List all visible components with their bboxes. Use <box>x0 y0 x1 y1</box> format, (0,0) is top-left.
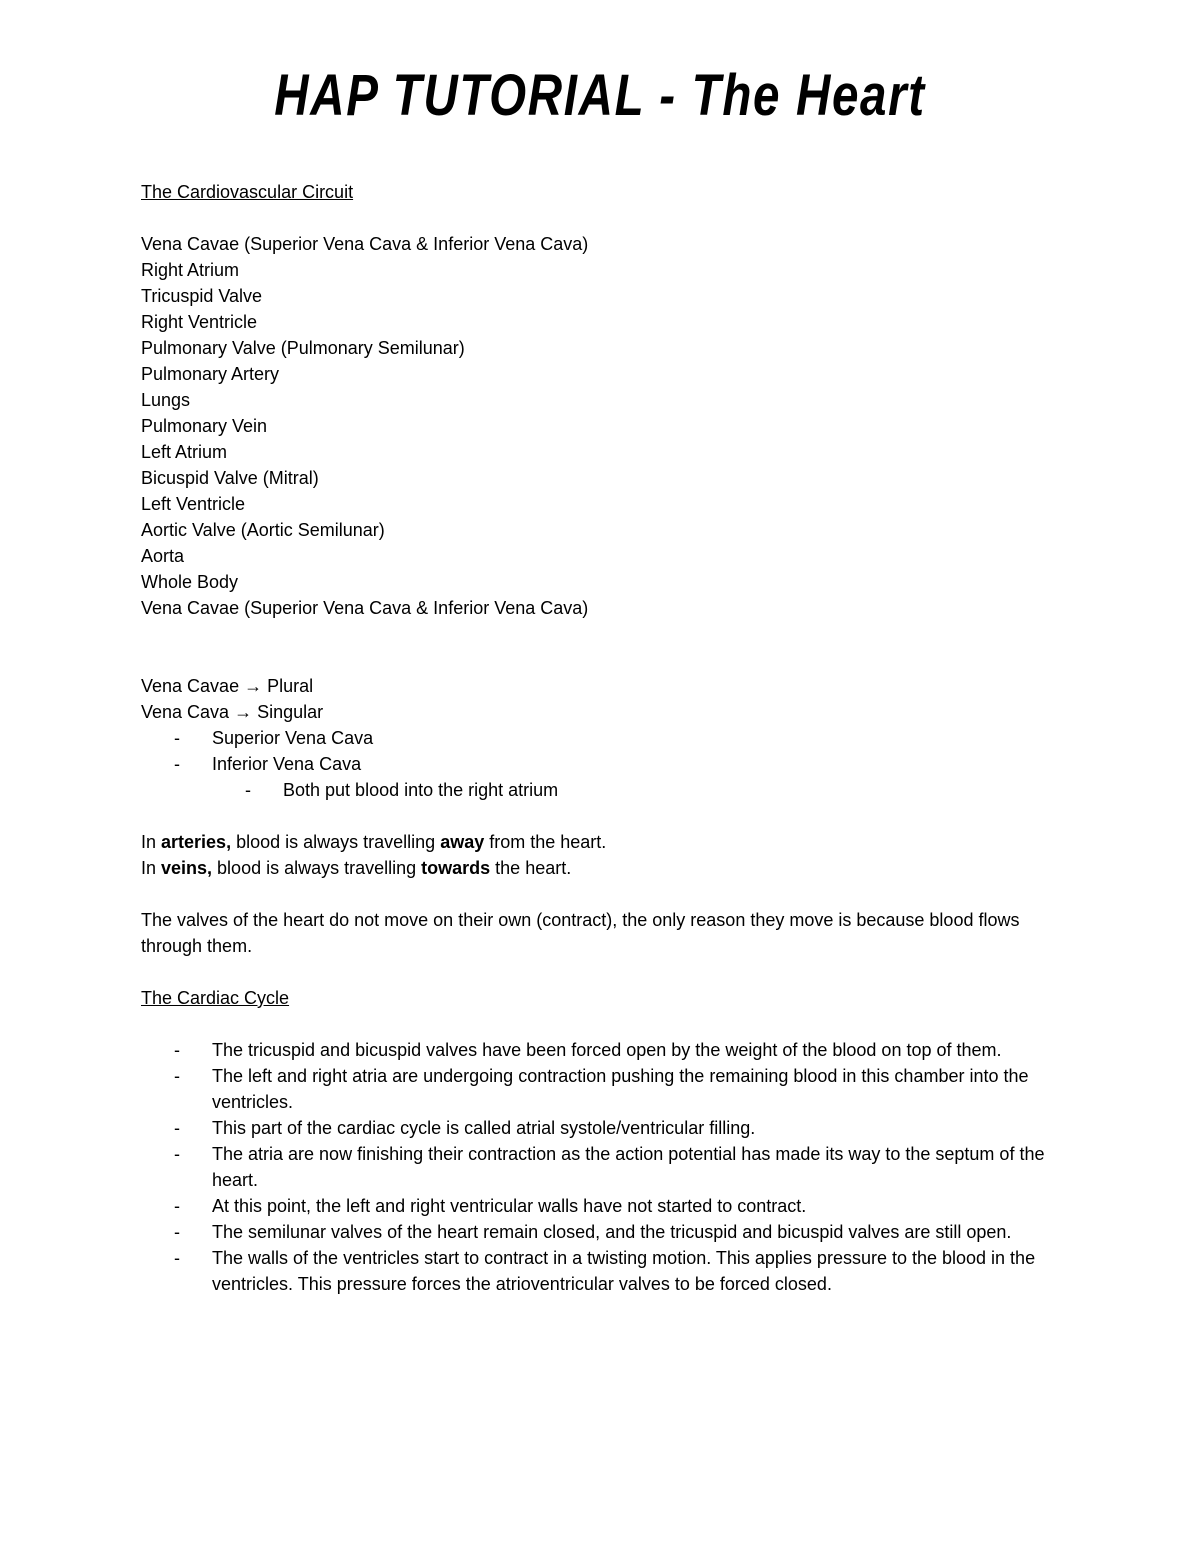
arteries-sentence: In arteries, blood is always travelling away from the heart. <box>141 832 607 852</box>
veins-sentence: In veins, blood is always travelling towards the heart. <box>141 858 572 878</box>
dash-marker: - <box>174 1144 180 1164</box>
list-item: Left Atrium <box>141 442 228 462</box>
dash-marker: - <box>174 1066 180 1086</box>
list-item: Pulmonary Vein <box>141 416 268 436</box>
list-item-text: The walls of the ventricles start to contract in a twisting motion. This applies pressure to the blood in the ventricles. This pressure forces the atrioventricular valves to be forced closed. <box>212 1248 1036 1294</box>
list-item-text: Superior Vena Cava <box>212 728 374 748</box>
dash-marker: - <box>174 1248 180 1268</box>
list-item-text: The atria are now finishing their contraction as the action potential has made its way to the septum of the heart. <box>212 1144 1045 1190</box>
list-item-text: Inferior Vena Cava <box>212 754 362 774</box>
section-heading-cardiac-cycle: The Cardiac Cycle <box>141 988 290 1008</box>
list-item: Aorta <box>141 546 185 566</box>
list-item-text: The tricuspid and bicuspid valves have been forced open by the weight of the blood on top of them. <box>212 1040 1002 1060</box>
list-item <box>141 1063 1061 1115</box>
list-item: Tricuspid Valve <box>141 286 263 306</box>
list-item: Whole Body <box>141 572 239 592</box>
dash-marker: - <box>174 728 180 748</box>
list-item-text: The left and right atria are undergoing contraction pushing the remaining blood in this chamber into the ventricles. <box>212 1066 1029 1112</box>
list-item-text: The semilunar valves of the heart remain closed, and the tricuspid and bicuspid valves are still open. <box>212 1222 1012 1242</box>
dash-marker: - <box>174 1040 180 1060</box>
list-item: Right Atrium <box>141 260 240 280</box>
list-item: Pulmonary Artery <box>141 364 280 384</box>
list-item <box>141 751 1061 777</box>
list-item <box>141 1115 1061 1141</box>
section-heading-circuit: The Cardiovascular Circuit <box>141 182 354 202</box>
list-item <box>141 1245 1061 1297</box>
list-item: Aortic Valve (Aortic Semilunar) <box>141 520 385 540</box>
list-item-text: At this point, the left and right ventricular walls have not started to contract. <box>212 1196 807 1216</box>
dash-marker: - <box>174 754 180 774</box>
list-item <box>141 1193 1061 1219</box>
circuit-list <box>141 231 1061 621</box>
list-item: Pulmonary Valve (Pulmonary Semilunar) <box>141 338 465 358</box>
dash-marker: - <box>174 1118 180 1138</box>
vena-cava-singular: Vena Cava → Singular <box>141 702 324 722</box>
page-title: HAP TUTORIAL - The Heart <box>274 63 926 128</box>
dash-marker: - <box>245 780 251 800</box>
document-body <box>141 179 1061 1297</box>
cardiac-cycle-list <box>141 1037 1061 1297</box>
dash-marker: - <box>174 1222 180 1242</box>
vena-cavae-plural: Vena Cavae → Plural <box>141 676 314 696</box>
list-item: Lungs <box>141 390 191 410</box>
list-item-text: Both put blood into the right atrium <box>283 780 559 800</box>
list-item-text: This part of the cardiac cycle is called atrial systole/ventricular filling. <box>212 1118 756 1138</box>
list-item: Bicuspid Valve (Mitral) <box>141 468 319 488</box>
list-item: Right Ventricle <box>141 312 258 332</box>
list-item <box>141 1037 1061 1063</box>
list-item <box>141 777 1061 803</box>
dash-marker: - <box>174 1196 180 1216</box>
list-item <box>141 725 1061 751</box>
valves-paragraph: The valves of the heart do not move on their own (contract), the only reason they move is because blood flows through them. <box>141 910 1020 956</box>
list-item <box>141 1141 1061 1193</box>
list-item <box>141 1219 1061 1245</box>
list-item: Left Ventricle <box>141 494 246 514</box>
list-item: Vena Cavae (Superior Vena Cava & Inferior Vena Cava) <box>141 234 589 254</box>
list-item: Vena Cavae (Superior Vena Cava & Inferior Vena Cava) <box>141 598 589 618</box>
